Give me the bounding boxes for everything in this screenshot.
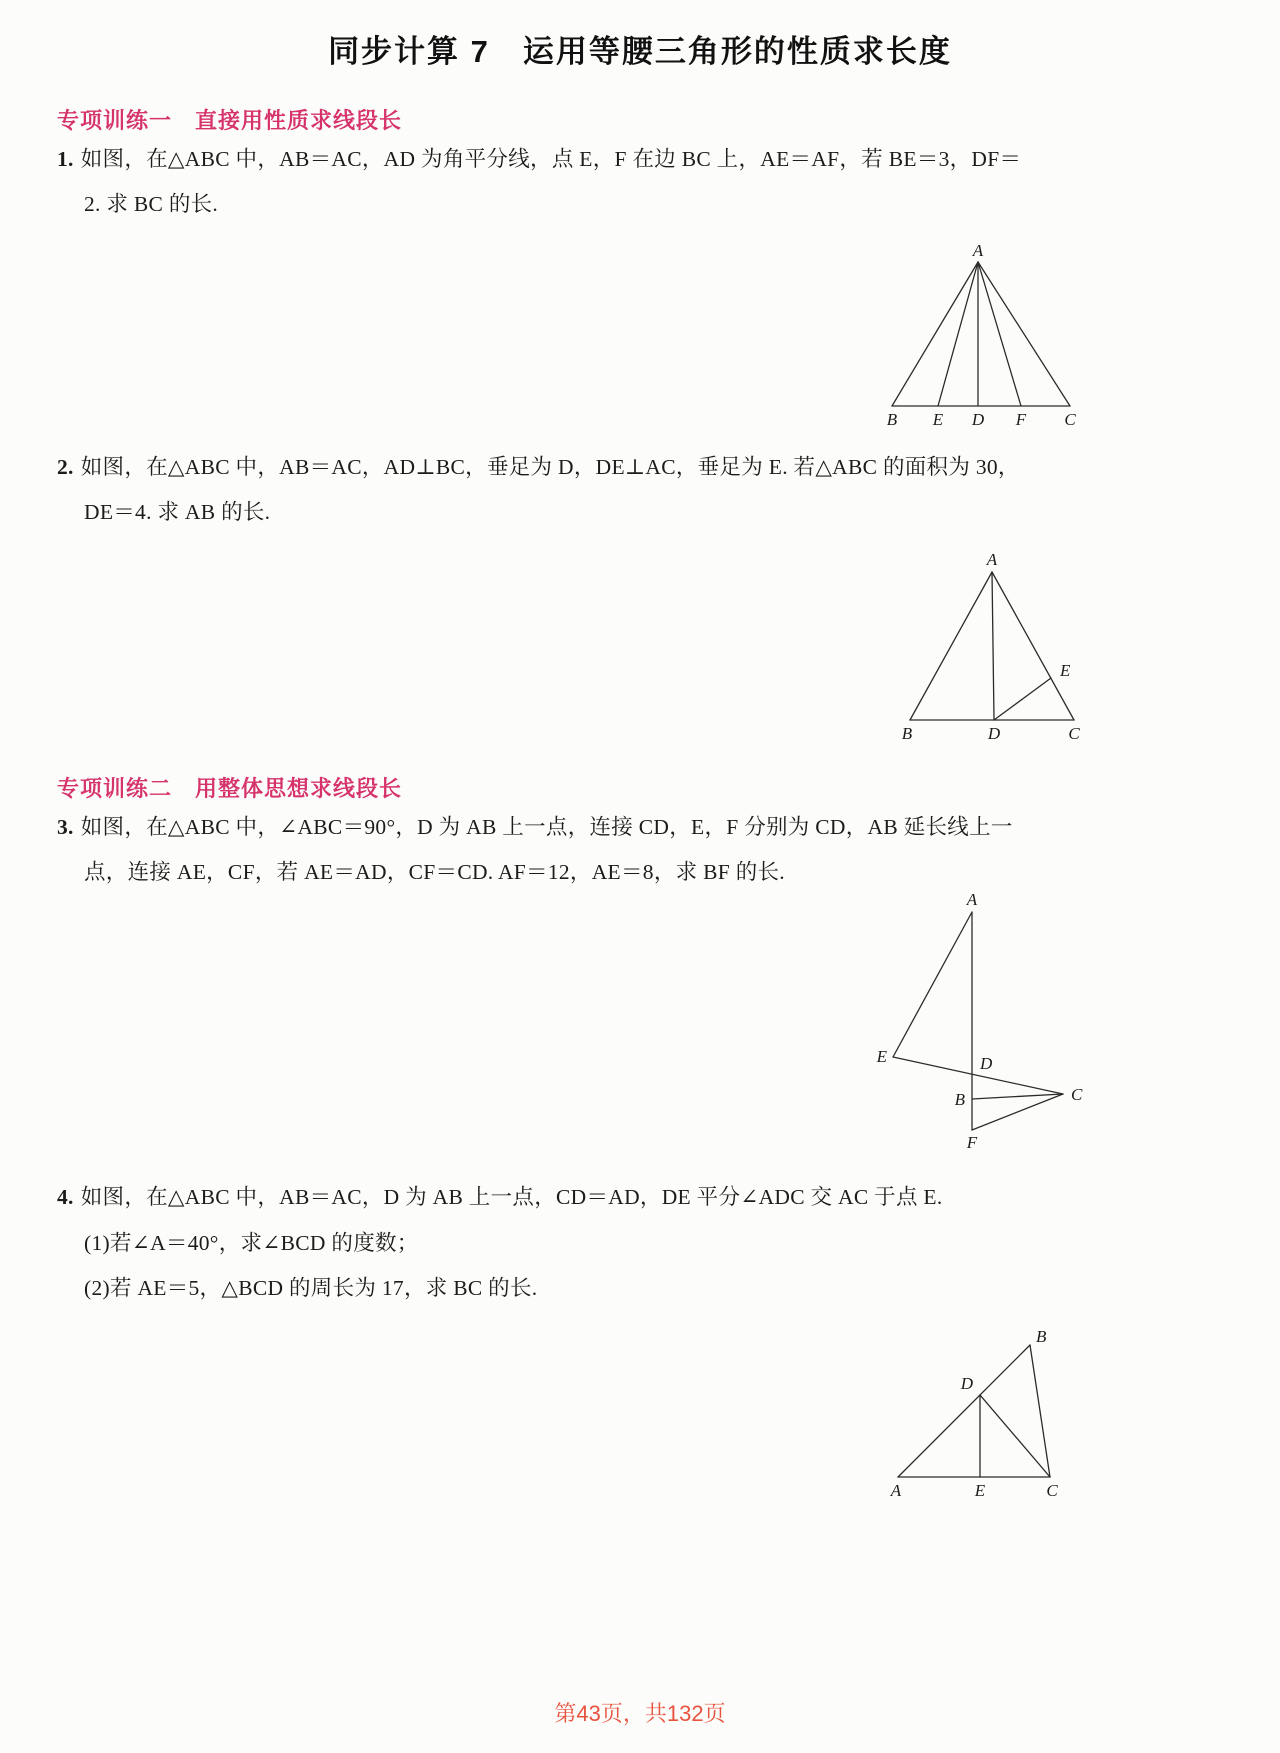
problem-1-line-2: 2. 求 BC 的长. xyxy=(84,192,219,216)
page-title: 同步计算 7 运用等腰三角形的性质求长度 xyxy=(328,34,952,69)
segment-DE xyxy=(994,678,1051,720)
segment-AB xyxy=(898,1345,1030,1477)
segment-BC xyxy=(972,1094,1063,1099)
segment-AE xyxy=(938,262,978,406)
segment-AD xyxy=(992,572,994,720)
point-label-C: C xyxy=(1071,1085,1083,1104)
point-label-E: E xyxy=(932,410,944,429)
problem-2-line-1 xyxy=(57,450,1020,481)
problem-3-line-1 xyxy=(57,810,1013,841)
segment-EC xyxy=(893,1057,1063,1094)
point-label-B: B xyxy=(886,410,898,429)
problem-1-text: 如图，在△ABC 中，AB＝AC，AD 为角平分线，点 E，F 在边 BC 上，AE＝AF，若 BE＝3，DF＝ xyxy=(80,147,1022,171)
segment-AC xyxy=(978,262,1070,406)
segment-AB xyxy=(910,572,992,720)
point-label-B: B xyxy=(901,724,913,743)
point-label-A: A xyxy=(986,552,998,569)
problem-2-text: 如图，在△ABC 中，AB＝AC，AD⊥BC，垂足为 D，DE⊥AC，垂足为 E. 若△ABC 的面积为 30， xyxy=(80,455,1020,479)
problem-2-line-2: DE＝4. 求 AB 的长. xyxy=(84,500,271,524)
problem-4-text: 如图，在△ABC 中，AB＝AC，D 为 AB 上一点，CD＝AD，DE 平分∠ADC 交 AC 于点 E. xyxy=(80,1185,943,1209)
point-label-C: C xyxy=(1046,1481,1058,1500)
problem-4-number: 4. xyxy=(57,1185,74,1209)
point-label-D: D xyxy=(980,1054,993,1073)
segment-CF xyxy=(972,1094,1063,1130)
point-label-E: E xyxy=(876,1047,887,1066)
point-label-E: E xyxy=(974,1481,986,1500)
problem-2-number: 2. xyxy=(57,455,74,479)
point-label-C: C xyxy=(1068,724,1080,743)
problem-1-number: 1. xyxy=(57,147,74,171)
point-label-F: F xyxy=(966,1133,978,1152)
point-label-B: B xyxy=(1036,1327,1047,1346)
problem-3-line-2: 点，连接 AE，CF，若 AE＝AD，CF＝CD. AF＝12，AE＝8，求 BF 的长. xyxy=(84,860,785,884)
problem-4-line-1 xyxy=(57,1180,943,1211)
figure-problem-1 xyxy=(878,244,1090,436)
segment-AC xyxy=(992,572,1074,720)
section-1-heading: 专项训练一 直接用性质求线段长 xyxy=(57,108,403,133)
problem-3-text: 如图，在△ABC 中，∠ABC＝90°，D 为 AB 上一点，连接 CD，E，F 分别为 CD，AB 延长线上一 xyxy=(80,815,1013,839)
point-label-A: A xyxy=(972,244,984,260)
figure-problem-3 xyxy=(875,892,1093,1160)
problem-3-number: 3. xyxy=(57,815,74,839)
point-label-C: C xyxy=(1064,410,1076,429)
point-label-D: D xyxy=(987,724,1001,743)
problem-4-part-2: (2)若 AE＝5，△BCD 的周长为 17，求 BC 的长. xyxy=(84,1276,538,1300)
segment-AB xyxy=(892,262,978,406)
point-label-B: B xyxy=(954,1090,965,1109)
problem-4-part-1: (1)若∠A＝40°，求∠BCD 的度数； xyxy=(84,1231,419,1255)
point-label-A: A xyxy=(890,1481,902,1500)
page-footer: 第43页，共132页 xyxy=(554,1701,726,1726)
figure-problem-4 xyxy=(878,1327,1088,1505)
segment-AF xyxy=(978,262,1021,406)
point-label-A: A xyxy=(966,892,978,909)
point-label-D: D xyxy=(971,410,985,429)
section-2-heading: 专项训练二 用整体思想求线段长 xyxy=(57,776,403,801)
segment-AE xyxy=(893,912,972,1057)
point-label-D: D xyxy=(960,1374,973,1393)
point-label-E: E xyxy=(1060,661,1071,680)
point-label-F: F xyxy=(1015,410,1027,429)
problem-1-line-1 xyxy=(57,142,1021,173)
figure-problem-2 xyxy=(894,552,1094,748)
